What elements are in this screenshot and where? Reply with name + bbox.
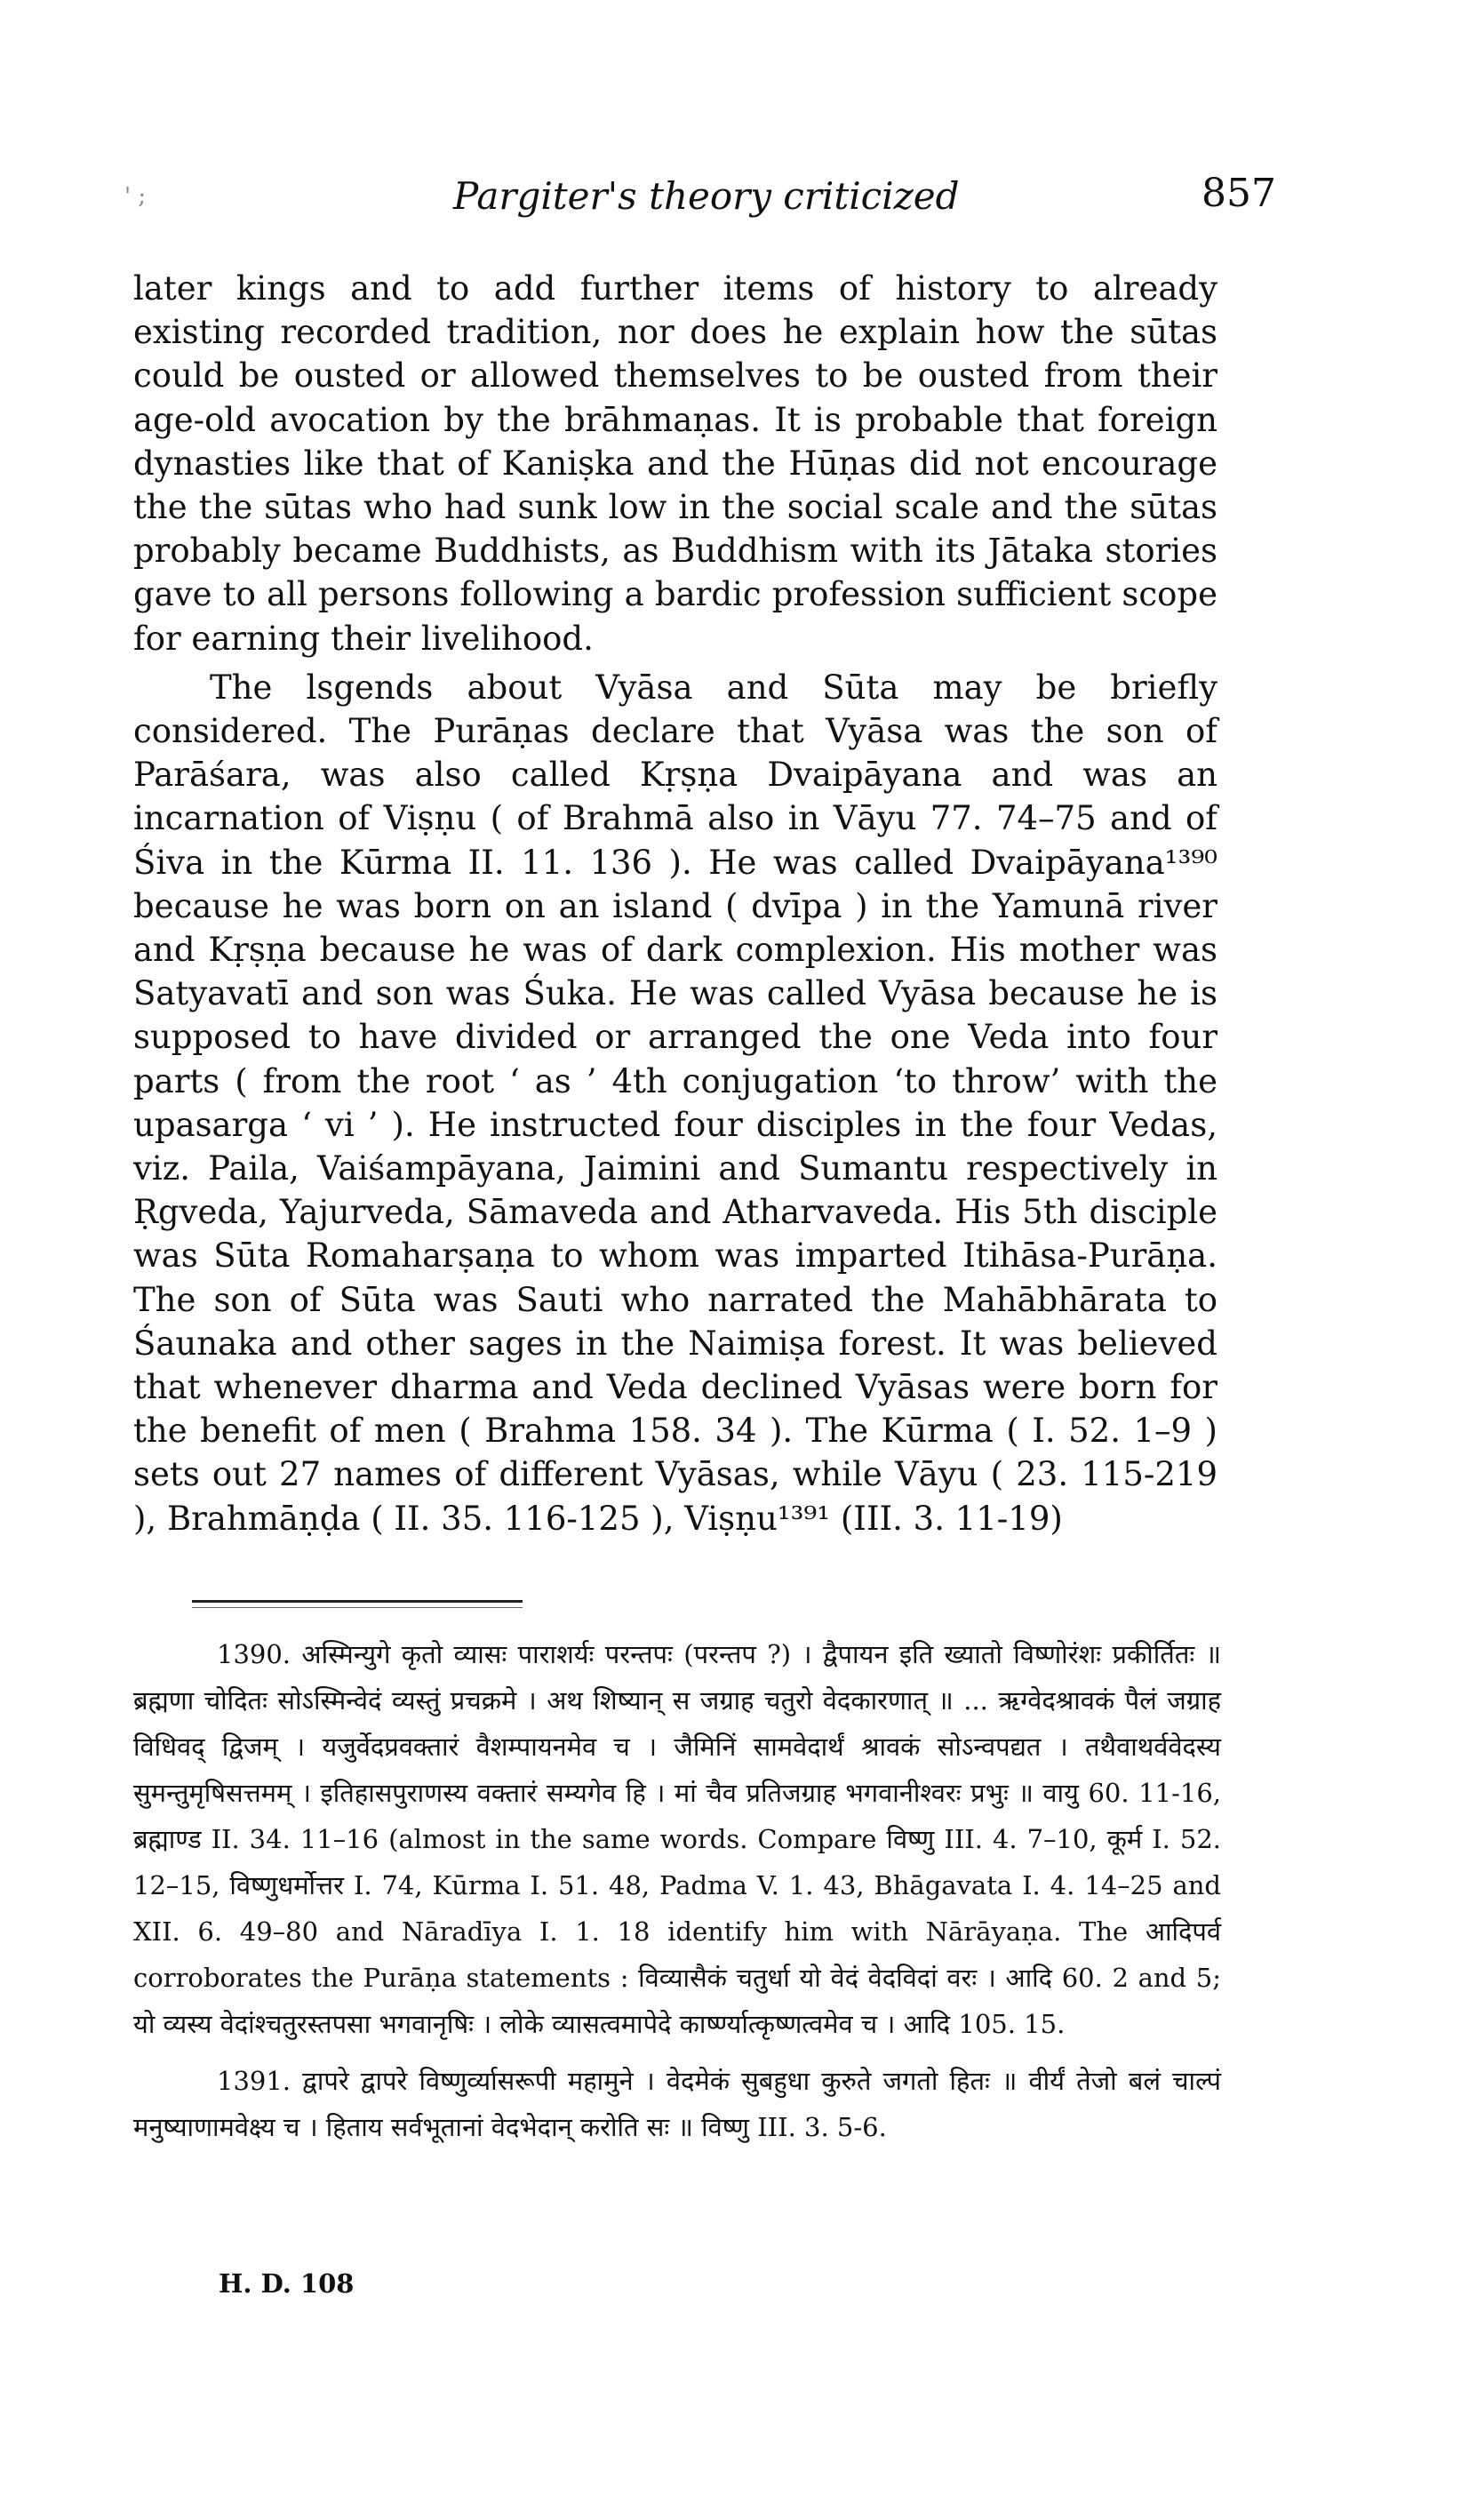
running-title: Pargiter's theory criticized	[453, 174, 960, 218]
paragraph-2: The lsgends about Vyāsa and Sūta may be briefly considered. The Purāṇas declare that Vyāsa was the son of Parāśara, was also called Kṛṣṇa Dvaipāyana and was an incarnation of Viṣṇu ( of Brahmā also in Vāyu 77. 74–75 and of Śiva in the Kūrma II. 11. 136 ). He was called Dvaipāyana¹³⁹⁰ because he was born on an island ( dvīpa ) in the Yamunā river and Kṛṣṇa because he was of dark complexion. His mother was Satyavatī and son was Śuka. He was called Vyāsa because he is supposed to have divided or arranged the one Veda into four parts ( from the root ‘ as ’ 4th conjugation ‘to throw’ with the upasarga ‘ vi ’ ). He instructed four disciples in the four Vedas, viz. Paila, Vaiśampāyana, Jaimini and Sumantu respectively in Ṛgveda, Yajurveda, Sāmaveda and Atharvaveda. His 5th disciple was Sūta Romaharṣaṇa to whom was imparted Itihāsa-Purāṇa. The son of Sūta was Sauti who narrated the Mahābhārata to Śaunaka and other sages in the Naimiṣa forest. It was believed that whenever dharma and Veda declined Vyāsas were born for the benefit of men ( Brahma 158. 34 ). The Kūrma ( I. 52. 1–9 ) sets out 27 names of different Vyāsas, while Vāyu ( 23. 115-219 ), Brahmāṇḍa ( II. 35. 116-125 ), Viṣṇu¹³⁹¹ (III. 3. 11-19)	[133, 668, 1218, 1538]
footnote-1390: 1390. अस्मिन्युगे कृतो व्यासः पाराशर्यः परन्तपः (परन्तप ?) । द्वैपायन इति ख्यातो विष्णोरंशः प्रकीर्तितः ॥ ब्रह्मणा चोदितः सोऽस्मिन्वेदं व्यस्तुं प्रचक्रमे । अथ शिष्यान् स जग्राह चतुरो वेदकारणात् ॥ ... ऋग्वेदश्रावकं पैलं जग्राह विधिवद् द्विजम् । यजुर्वेदप्रवक्तारं वैशम्पायनमेव च । जैमिनिं सामवेदार्थं श्रावकं सोऽन्वपद्यत । तथैवाथर्ववेदस्य सुमन्तुमृषिसत्तमम् । इतिहासपुराणस्य वक्तारं सम्यगेव हि । मां चैव प्रतिजग्राह भगवानीश्वरः प्रभुः ॥ वायु 60. 11-16, ब्रह्माण्ड II. 34. 11–16 (almost in the same words. Compare विष्णु III. 4. 7–10, कूर्म I. 52. 12–15, विष्णुधर्मोत्तर I. 74, Kūrma I. 51. 48, Padma V. 1. 43, Bhāgavata I. 4. 14–25 and XII. 6. 49–80 and Nāradīya I. 1. 18 identify him with Nārāyaṇa. The आदिपर्व corroborates the Purāṇa statements : विव्यासैकं चतुर्धा यो वेदं वेदविदां वरः । आदि 60. 2 and 5; यो व्यस्य वेदांश्चतुरस्तपसा भगवानृषिः । लोके व्यासत्वमापेदे कार्ष्ण्यात्कृष्णत्वमेव च । आदि 105. 15.	[133, 1639, 1221, 2039]
footnote-1391: 1391. द्वापरे द्वापरे विष्णुर्व्यासरूपी महामुने । वेदमेकं सुबहुधा कुरुते जगतो हितः ॥ वीर्यं तेजो बलं चाल्पं मनुष्याणामवेक्ष्य च । हिताय सर्वभूतानां वेदभेदान् करोति सः ॥ विष्णु III. 3. 5-6.	[133, 2066, 1221, 2142]
footnotes	[133, 1631, 1221, 2161]
page-number: 857	[1202, 171, 1276, 216]
margin-marks: ' ;	[124, 183, 147, 210]
footnote-separator	[192, 1600, 523, 1603]
page-header	[0, 171, 1469, 228]
main-text	[133, 267, 1218, 1546]
signature-mark: H. D. 108	[219, 2268, 355, 2299]
footnote-separator-thin	[192, 1607, 523, 1608]
paragraph-1: later kings and to add further items of history to already existing recorded tradition, nor does he explain how the sūtas could be ousted or allowed themselves to be ousted from their age-old avocation by the brāhmaṇas. It is probable that foreign dynasties like that of Kaniṣka and the Hūṇas did not encourage the the sūtas who had sunk low in the social scale and the sūtas probably became Buddhists, as Buddhism with its Jātaka stories gave to all persons following a bardic profession sufficient scope for earning their livelihood.	[133, 269, 1218, 658]
